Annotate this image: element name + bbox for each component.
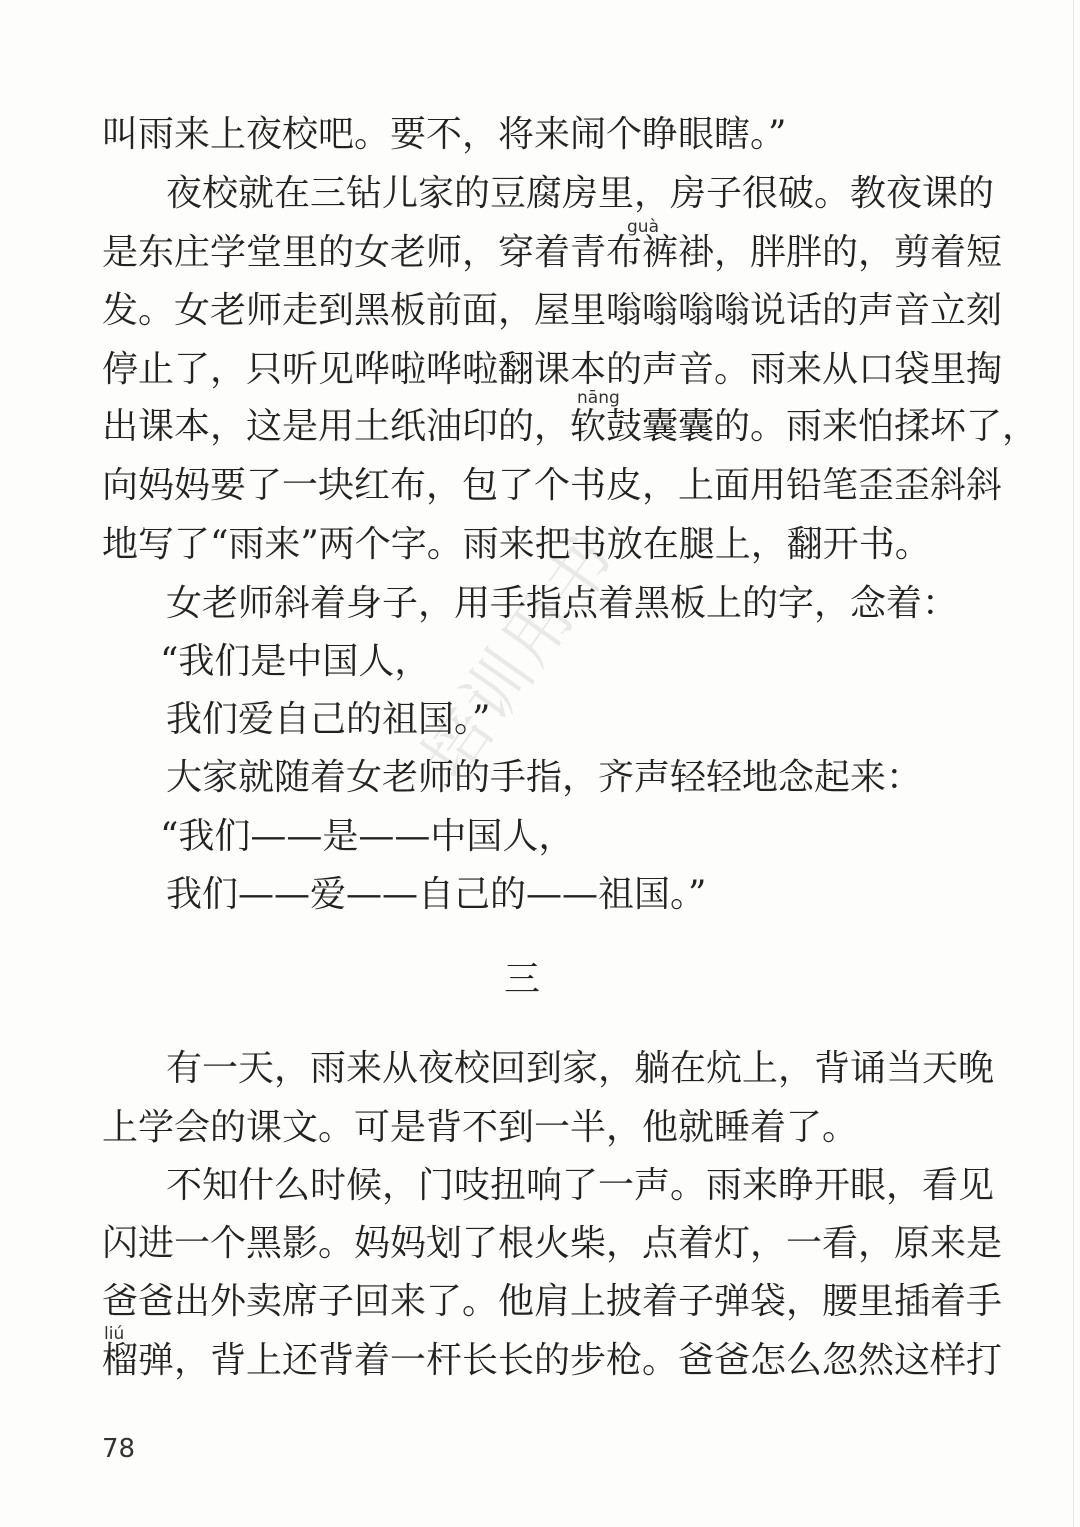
watermark: 培训用书 — [407, 519, 631, 793]
page-edge-line — [1073, 0, 1074, 1527]
text-line: 女老师斜着身子，用手指点着黑板上的字，念着： — [166, 583, 959, 624]
page-number: 78 — [102, 1434, 136, 1464]
text-line: 上学会的课文。可是背不到一半，他就睡着了。 — [102, 1107, 859, 1148]
poem-line: “我们是中国人， — [160, 641, 431, 682]
section-heading: 三 — [503, 959, 540, 1000]
text-line: 榴弹，背上还背着一杆长长的步枪。爸爸怎么忽然这样打 — [102, 1340, 1003, 1381]
text-line: 出课本，这是用土纸油印的，软鼓囊囊的。雨来怕揉坏了， — [102, 406, 1039, 447]
text-line: 不知什么时候，门吱扭响了一声。雨来睁开眼，看见 — [166, 1165, 995, 1206]
text-line: 向妈妈要了一块红布，包了个书皮，上面用铅笔歪歪斜斜 — [102, 465, 1003, 506]
text-line: 发。女老师走到黑板前面，屋里嗡嗡嗡嗡说话的声音立刻 — [102, 290, 1003, 331]
pinyin-liu: liú — [104, 1324, 125, 1344]
text-line: 有一天，雨来从夜校回到家，躺在炕上，背诵当天晚 — [166, 1048, 995, 1089]
poem-line: 我们爱自己的祖国。” — [166, 699, 491, 740]
text-line: 是东庄学堂里的女老师，穿着青布裤褂，胖胖的，剪着短 — [102, 232, 1003, 273]
text-line: 闪进一个黑影。妈妈划了根火柴，点着灯，一看，原来是 — [102, 1223, 1003, 1264]
text-line: 停止了，只听见哗啦哗啦翻课本的声音。雨来从口袋里掏 — [102, 349, 1003, 390]
pinyin-nang: nāng — [577, 388, 620, 408]
text-line: 叫雨来上夜校吧。要不，将来闹个睁眼瞎。” — [102, 114, 787, 155]
text-line: 夜校就在三钻儿家的豆腐房里，房子很破。教夜课的 — [166, 173, 995, 214]
text-line: 大家就随着女老师的手指，齐声轻轻地念起来： — [166, 757, 923, 798]
poem-line: 我们——爱——自己的——祖国。” — [166, 874, 707, 915]
poem-line: “我们——是——中国人， — [160, 816, 575, 857]
pinyin-gua: guà — [627, 217, 659, 237]
text-line: 地写了“雨来”两个字。雨来把书放在腿上，翻开书。 — [102, 524, 931, 565]
text-line: 爸爸出外卖席子回来了。他肩上披着子弹袋，腰里插着手 — [102, 1281, 1003, 1322]
